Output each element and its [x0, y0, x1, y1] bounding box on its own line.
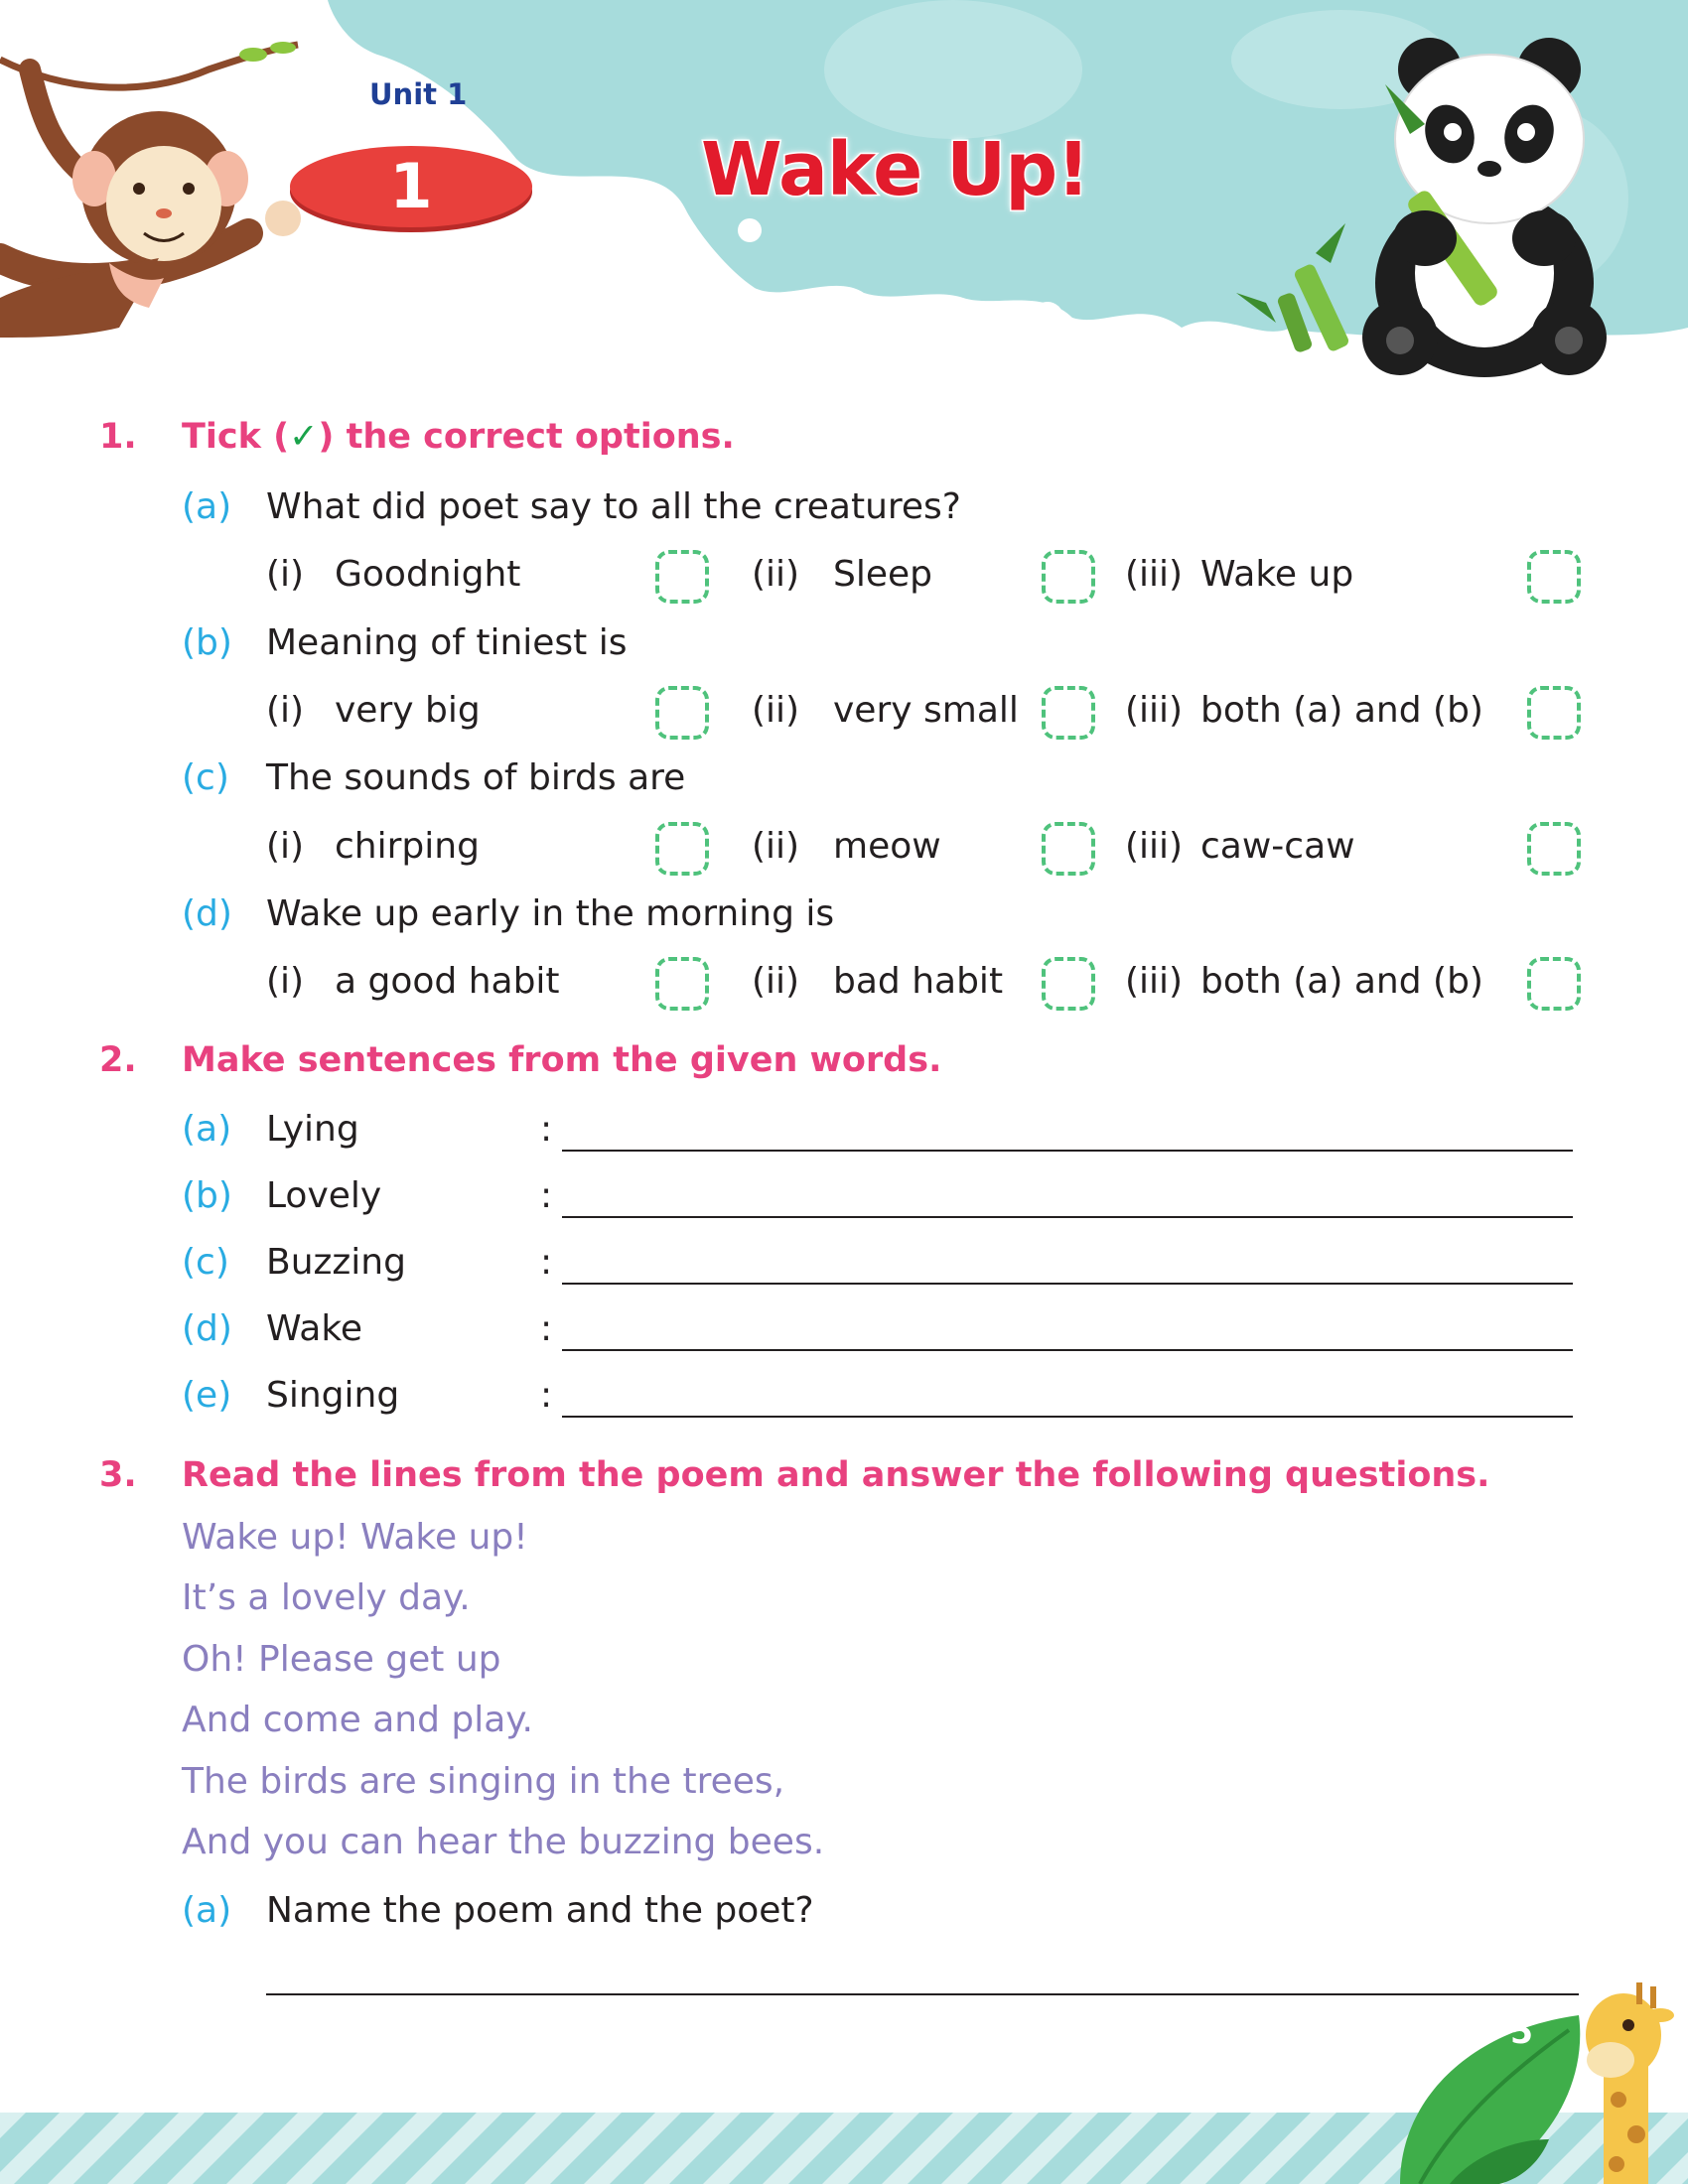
checkbox[interactable]	[1527, 686, 1581, 740]
sub-label: (a)	[182, 486, 232, 527]
checkbox[interactable]	[655, 550, 709, 604]
given-word: Wake	[266, 1308, 363, 1349]
tick-icon: ✓	[289, 417, 319, 457]
option-text: bad habit	[833, 961, 1004, 1002]
bamboo-icon	[1236, 223, 1350, 353]
option-number: (i)	[266, 826, 305, 867]
instruction-text: ) the correct options.	[318, 417, 735, 457]
sub-label: (b)	[182, 622, 232, 663]
sub-label: (c)	[182, 1242, 229, 1283]
sub-label: (d)	[182, 893, 232, 934]
option-number: (ii)	[752, 961, 800, 1002]
poem-line: It’s a lovely day.	[182, 1577, 471, 1618]
option-number: (iii)	[1125, 554, 1184, 595]
question-1-instruction	[182, 417, 735, 457]
question-text: Name the poem and the poet?	[266, 1890, 814, 1931]
checkbox[interactable]	[655, 686, 709, 740]
answer-line[interactable]	[562, 1150, 1573, 1152]
option-number: (iii)	[1125, 961, 1184, 1002]
option-text: Wake up	[1200, 554, 1354, 595]
checkbox[interactable]	[655, 957, 709, 1011]
option-number: (i)	[266, 554, 305, 595]
sub-label: (a)	[182, 1109, 232, 1150]
answer-line[interactable]	[562, 1416, 1573, 1418]
option-text: a good habit	[335, 961, 560, 1002]
sub-label: (a)	[182, 1890, 232, 1931]
option-number: (iii)	[1125, 826, 1184, 867]
option-text: both (a) and (b)	[1200, 961, 1483, 1002]
sub-label: (e)	[182, 1375, 232, 1416]
colon: :	[540, 1308, 553, 1349]
panda-icon	[1196, 25, 1633, 392]
option-text: very small	[833, 690, 1019, 731]
question-1-number: 1.	[99, 417, 137, 457]
given-word: Lovely	[266, 1175, 382, 1216]
option-number: (ii)	[752, 690, 800, 731]
question-text: The sounds of birds are	[266, 757, 686, 798]
answer-line[interactable]	[562, 1349, 1573, 1351]
option-number: (ii)	[752, 826, 800, 867]
answer-line[interactable]	[562, 1216, 1573, 1218]
checkbox[interactable]	[1042, 957, 1095, 1011]
question-text: Meaning of tiniest is	[266, 622, 628, 663]
question-3-instruction: Read the lines from the poem and answer the following questions.	[182, 1455, 1490, 1495]
given-word: Lying	[266, 1109, 359, 1150]
answer-line[interactable]	[266, 1993, 1579, 1995]
option-text: caw-caw	[1200, 826, 1355, 867]
option-text: both (a) and (b)	[1200, 690, 1483, 731]
poem-line: Oh! Please get up	[182, 1639, 501, 1680]
question-2-number: 2.	[99, 1040, 137, 1080]
checkbox[interactable]	[1042, 822, 1095, 876]
page-number: 5	[1510, 2012, 1533, 2051]
question-2-instruction: Make sentences from the given words.	[182, 1040, 942, 1080]
poem-line: The birds are singing in the trees,	[182, 1761, 785, 1802]
given-word: Buzzing	[266, 1242, 406, 1283]
page-title: Wake Up!	[701, 127, 1089, 212]
colon: :	[540, 1109, 553, 1150]
sub-label: (d)	[182, 1308, 232, 1349]
option-text: Goodnight	[335, 554, 521, 595]
unit-number-badge: 1	[290, 146, 532, 227]
poem-line: And come and play.	[182, 1700, 533, 1740]
colon: :	[540, 1242, 553, 1283]
instruction-text: Tick (	[182, 417, 290, 457]
given-word: Singing	[266, 1375, 400, 1416]
question-3-number: 3.	[99, 1455, 137, 1495]
colon: :	[540, 1375, 553, 1416]
colon: :	[540, 1175, 553, 1216]
checkbox[interactable]	[655, 822, 709, 876]
option-number: (i)	[266, 961, 305, 1002]
checkbox[interactable]	[1527, 957, 1581, 1011]
option-text: very big	[335, 690, 481, 731]
monkey-icon	[0, 30, 318, 367]
giraffe-icon	[1549, 1980, 1688, 2184]
option-number: (iii)	[1125, 690, 1184, 731]
option-text: meow	[833, 826, 941, 867]
checkbox[interactable]	[1527, 822, 1581, 876]
sub-label: (c)	[182, 757, 229, 798]
option-number: (ii)	[752, 554, 800, 595]
answer-line[interactable]	[562, 1283, 1573, 1285]
option-text: Sleep	[833, 554, 933, 595]
bubble-icon	[1032, 302, 1063, 334]
option-text: chirping	[335, 826, 480, 867]
checkbox[interactable]	[1527, 550, 1581, 604]
question-text: What did poet say to all the creatures?	[266, 486, 961, 527]
poem-line: Wake up! Wake up!	[182, 1517, 528, 1558]
option-number: (i)	[266, 690, 305, 731]
unit-label: Unit 1	[369, 77, 468, 111]
checkbox[interactable]	[1042, 686, 1095, 740]
checkbox[interactable]	[1042, 550, 1095, 604]
question-text: Wake up early in the morning is	[266, 893, 835, 934]
sub-label: (b)	[182, 1175, 232, 1216]
poem-line: And you can hear the buzzing bees.	[182, 1822, 825, 1862]
